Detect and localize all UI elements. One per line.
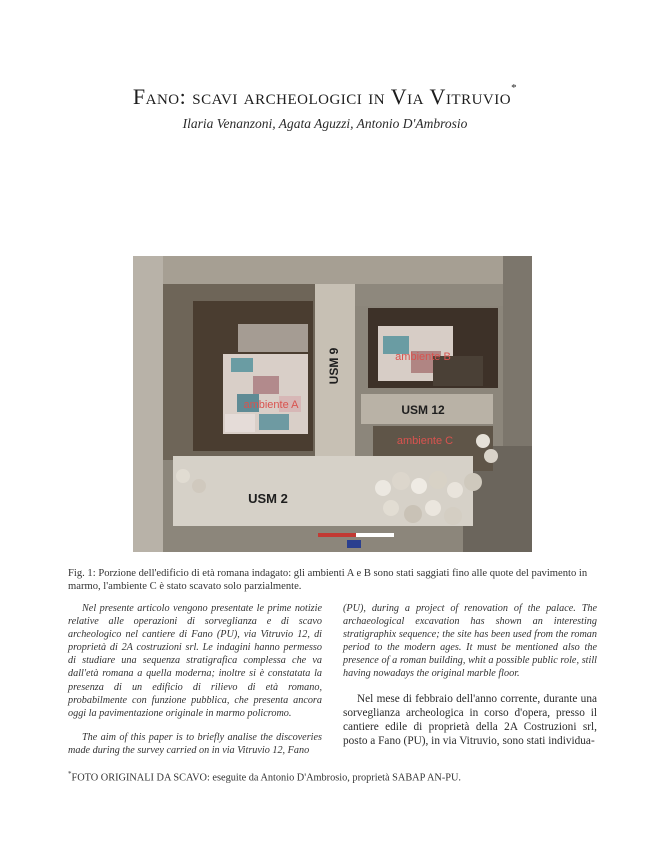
excavation-photo-graphic [133,256,532,552]
label-usm9: USM 9 [327,347,341,385]
footnote-mark: * [68,770,72,778]
article-title [0,84,650,110]
label-ambiente-b: ambiente B [395,351,451,363]
title-footnote-mark: * [511,82,518,94]
excavation-photo [133,256,532,552]
title-text: Fano: scavi archeologici in Via Vitruvio [132,84,512,109]
abstract-english-start: The aim of this paper is to briefly analise the discoveries made during the survey carried on in via Vitruvio 12, Fano [68,731,322,756]
label-usm12: USM 12 [401,403,445,417]
right-column [343,602,597,748]
label-ambiente-c: ambiente C [396,435,454,447]
body-paragraph: Nel mese di febbraio dell'anno corrente, durante una sorveglianza archeologica in corso d'opera, presso il cantiere edile di proprietà della 2A Costruzioni srl, posto a Fano (PU), in via Vitruvio, sono stati individua- [343,692,597,747]
abstract-english-end: (PU), during a project of renovation of the palace. The archaeological excavation has shown an interesting stratigraphix sequence; the site has been used from the roman period to the modern ages. It must be mentioned also the presence of a roman building, whit a possible public role, still having nowadays the original marble floor. [343,603,597,680]
abstract-italian: Nel presente articolo vengono presentate le prime notizie relative alle operazioni di sorveglianza e di scavo archeologico nel cantiere di Fano (PU), via Vitruvio 12, di proprietà di 2A costruzioni srl. Le indagini hanno permesso di studiare una sequenza stratigrafica complessa che va dall'età romana a quella moderna; inoltre si è constatata la presenza di un edificio di rilievo di età romano, probabilmente con funzione pubblica, che presenta ancora oggi la pavimentazione originale in marmo policromo. [68,603,322,719]
left-column [68,602,322,757]
label-usm2: USM 2 [248,491,288,506]
footnote-text: FOTO ORIGINALI DA SCAVO: eseguite da Antonio D'Ambrosio, proprietà SABAP AN-PU. [71,772,462,784]
figure-caption: Fig. 1: Porzione dell'edificio di età romana indagato: gli ambienti A e B sono stati saggiati fino alle quote del pavimento in marmo, l'ambiente C è stato scavato solo parzialmente. [68,568,588,592]
footnote [68,770,608,783]
authors-line: Ilaria Venanzoni, Agata Aguzzi, Antonio D'Ambrosio [182,116,468,131]
label-ambiente-a: ambiente A [243,399,299,411]
